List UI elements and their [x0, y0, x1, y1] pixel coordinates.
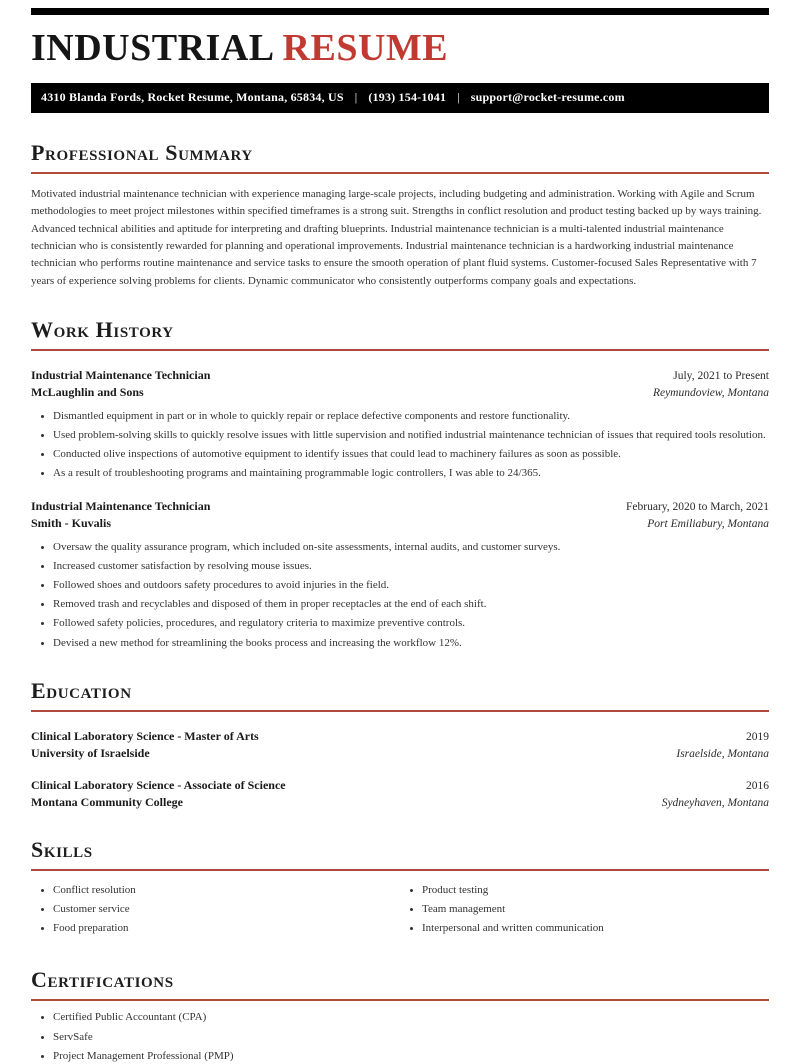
- certification-item: • Certified Public Accountant (CPA): [53, 1010, 769, 1026]
- bullet-item: • Oversaw the quality assurance program, which included on-site assessments, internal audits, and customer surveys.: [53, 540, 769, 556]
- job-dates: July, 2021 to Present: [673, 370, 769, 383]
- resume-title: [31, 28, 769, 70]
- skills-columns: [31, 874, 769, 940]
- job-company: Smith - Kuvalis: [31, 515, 112, 530]
- education-heading: Education: [31, 678, 769, 712]
- education-school: Montana Community College: [31, 795, 183, 810]
- skill-item: • Product testing: [422, 883, 769, 899]
- contact-separator: |: [354, 89, 358, 104]
- job-bullet-list: [31, 540, 769, 651]
- contact-address: 4310 Blanda Fords, Rocket Resume, Montana, 65834, US: [41, 89, 344, 104]
- job-entry: [31, 499, 769, 651]
- summary-heading: Professional Summary: [31, 140, 769, 174]
- job-dates: February, 2020 to March, 2021: [626, 500, 769, 513]
- education-location: Israelside, Montana: [676, 748, 769, 761]
- job-title: Industrial Maintenance Technician: [31, 498, 211, 513]
- section-professional-summary: [31, 140, 769, 290]
- contact-separator: |: [457, 89, 460, 104]
- resume-title-primary: INDUSTRIAL: [31, 27, 273, 69]
- certifications-heading: Certifications: [31, 967, 769, 1001]
- contact-bar: [31, 83, 769, 113]
- skill-item: • Food preparation: [53, 921, 400, 937]
- section-skills: [31, 837, 769, 940]
- resume-title-accent: RESUME: [282, 27, 449, 69]
- bullet-item: • As a result of troubleshooting programs and maintaining programmable logic controllers, I was able to 24/365.: [53, 466, 769, 482]
- skills-column-left: [31, 883, 400, 940]
- job-entry: [31, 368, 769, 482]
- certification-item: • ServSafe: [53, 1030, 769, 1046]
- skill-item: • Customer service: [53, 902, 400, 918]
- work-history-heading: Work History: [31, 317, 769, 351]
- bullet-item: • Devised a new method for streamlining the books process and increasing the workflow 12%.: [53, 636, 769, 652]
- education-school: University of Israelside: [31, 746, 150, 761]
- job-location: Reymundoview, Montana: [652, 387, 769, 400]
- education-school-row: [31, 795, 769, 810]
- contact-email: support@rocket-resume.com: [470, 89, 625, 104]
- skill-item: • Team management: [422, 902, 769, 918]
- job-title-row: [31, 368, 769, 383]
- job-title-row: [31, 499, 769, 514]
- bullet-item: • Followed safety policies, procedures, and regulatory criteria to maximize preventive controls.: [53, 616, 769, 632]
- skill-item: • Conflict resolution: [53, 883, 400, 899]
- education-degree-row: [31, 729, 769, 744]
- bullet-item: • Removed trash and recyclables and disposed of them in proper receptacles at the end of each shift.: [53, 597, 769, 613]
- skills-column-right: [400, 883, 769, 940]
- education-degree: Clinical Laboratory Science - Associate of Science: [31, 778, 286, 793]
- summary-text: Motivated industrial maintenance technician with experience managing large-scale projects, including budgeting and administration. Working with Agile and Scrum methodologies to meet project milestones within specified timeframes is a strong suit. Strengths in conflict resolution and product testing backed up by ways training. Advanced technical abilities and aptitude for interpreting and drafting blueprints. Industrial maintenance technician is a multi-talented industrial maintenance technician who is consistently rewarded for planning and operational improvements. Industrial maintenance technician is a hardworking industrial maintenance technician who performs routine maintenance and service tasks to ensure the smooth operation of plant fluid systems. Customer-focused Sales Representative with 7 years of experience solving problems for clients. Dynamic communicator who consistently outperforms company goals and expectations.: [31, 187, 762, 287]
- education-location: Sydneyhaven, Montana: [661, 797, 769, 810]
- section-certifications: [31, 967, 769, 1064]
- bullet-item: • Conducted olive inspections of automotive equipment to identify issues that could lead to machinery failures as soon as possible.: [53, 447, 769, 463]
- education-year: 2016: [746, 780, 769, 793]
- contact-phone: (193) 154-1041: [368, 89, 447, 104]
- skill-item: • Interpersonal and written communication: [422, 921, 769, 937]
- certifications-list: [31, 1010, 769, 1064]
- education-school-row: [31, 746, 769, 761]
- section-work-history: [31, 317, 769, 651]
- education-entry: [31, 778, 769, 810]
- bullet-item: • Followed shoes and outdoors safety procedures to avoid injuries in the field.: [53, 578, 769, 594]
- job-bullet-list: [31, 409, 769, 482]
- bullet-item: • Dismantled equipment in part or in whole to quickly repair or replace defective components and restore functionality.: [53, 409, 769, 425]
- skills-heading: Skills: [31, 837, 769, 871]
- bullet-item: • Increased customer satisfaction by resolving mouse issues.: [53, 559, 769, 575]
- education-degree: Clinical Laboratory Science - Master of Arts: [31, 729, 259, 744]
- job-title: Industrial Maintenance Technician: [31, 368, 211, 383]
- education-year: 2019: [746, 731, 769, 744]
- job-location: Port Emiliabury, Montana: [647, 517, 769, 530]
- job-company-row: [31, 516, 769, 531]
- section-education: [31, 678, 769, 810]
- education-degree-row: [31, 778, 769, 793]
- certification-item: • Project Management Professional (PMP): [53, 1049, 769, 1064]
- job-company: McLaughlin and Sons: [31, 385, 144, 400]
- top-divider-bar: [31, 8, 769, 15]
- education-entry: [31, 729, 769, 761]
- job-company-row: [31, 385, 769, 400]
- bullet-item: • Used problem-solving skills to quickly resolve issues with little supervision and notified industrial maintenance technician of issues that required tools resolution.: [53, 428, 769, 444]
